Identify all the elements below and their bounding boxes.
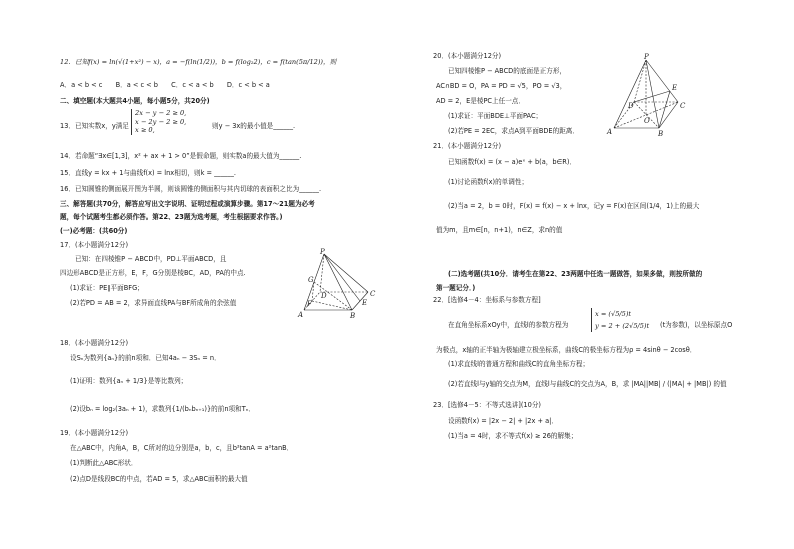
question-20-line-3: AD = 2，E是棱PC上任一点． (436, 97, 525, 105)
question-21-part-1: (1)讨论函数f(x)的单调性； (448, 178, 529, 186)
question-21-line-1: 已知函数f(x) = (x − a)eˣ + b(a，b∈R)． (448, 158, 577, 166)
question-13-system (131, 109, 210, 135)
constraint-1: 2x − y − 2 ≥ 0, (135, 109, 187, 117)
question-18-part-1: (1)证明：数列{aₙ + 1/3}是等比数列； (70, 377, 188, 385)
question-17-part-1: (1)求证：PE∥平面BFG； (70, 284, 144, 292)
fig20-label-o: O (644, 117, 650, 125)
question-22-line-1b: (t为参数)，以坐标原点O (660, 321, 733, 329)
question-23-header: 23．[选修4－5：不等式选讲](10分) (433, 401, 541, 409)
question-22-part-2: (2)若直线l与y轴的交点为M，直线l与曲线C的交点为A，B，求 |MA||MB| / (|MA| + |MB|) 的值 (448, 380, 727, 388)
fig17-label-p: P (320, 248, 325, 256)
fig17-label-e: E (362, 299, 368, 307)
question-12: 12．已知f(x) = ln(√(1+x²) − x)，a = −f(ln(1/2))，b = f(log₂2)，c = f(tan(5π/12))，则 (60, 58, 337, 66)
question-21-line-3: 值为m，且m∈[n，n+1)，n∈Z，求n的值 (436, 226, 563, 234)
fig17-label-f: F (307, 300, 312, 308)
question-16: 16．已知圆锥的侧面展开图为半圆，则该圆锥的侧面积与其内切球的表面积之比为______. (60, 185, 322, 193)
question-17-line-1: 已知：在四棱锥P − ABCD中，PD⊥平面ABCD，且 (75, 255, 227, 263)
question-12-options: A．a < b < c B．a < c < b C．c < a < b D．c < b < a (60, 81, 270, 89)
question-23-line-1: 设函数f(x) = |2x − 2| + |2x + a|． (448, 417, 558, 425)
optional-heading-1: (二)选考题(共10分．请考生在第22、23两题中任选一题做答，如果多做，则按所做的 (448, 270, 703, 278)
question-20-line-2: AC∩BD = O，PA = PD = √5，PO = √3， (436, 82, 567, 90)
fig17-label-a: A (298, 311, 304, 319)
optional-heading-2: 第一题记分．) (436, 284, 476, 292)
question-18-line-1: 设Sₙ为数列{aₙ}的前n项和．已知4aₙ − 3Sₙ = n． (70, 354, 221, 362)
pyramid-figure-q20 (604, 52, 690, 138)
question-22-header: 22．[选修4－4：坐标系与参数方程] (433, 296, 541, 304)
fig17-label-g: G (308, 276, 314, 284)
pyramid-figure-q17 (296, 248, 381, 320)
question-15: 15．直线y = kx + 1与曲线f(x) = lnx相切，则k = ______. (60, 169, 236, 177)
param-x: x = (√5/5)t (595, 310, 632, 318)
fig17-label-b: B (350, 312, 356, 320)
section-solution-heading-2: 题，每个试题考生都必须作答。第22、23题为选考题，考生根据要求作答。) (60, 213, 283, 221)
question-19-part-2: (2)点D是线段BC的中点，若AD = 5，求△ABC面积的最大值 (70, 475, 248, 483)
question-22-system (591, 308, 649, 332)
fig20-label-e: E (672, 84, 678, 92)
question-21-header: 21．(本小题满分12分) (433, 142, 502, 150)
constraint-2: x − 2y − 2 ≥ 0, (135, 117, 187, 126)
section-solution-heading-1: 三、解答题(共70分，解答应写出文字说明、证明过程或演算步骤。第17～21题为必考 (60, 200, 315, 208)
required-questions-heading: (一)必考题：(共60分) (60, 227, 128, 235)
fig17-label-c: C (370, 290, 376, 298)
param-y: y = 2 + (2√5/5)t (595, 322, 650, 330)
section-fill-blank-heading: 二、填空题(本大题共4小题，每小题5分，共20分) (60, 97, 210, 105)
fig17-label-d: D (321, 292, 327, 300)
question-18-header: 18．(本小题满分12分) (60, 339, 129, 347)
question-17-line-2: 四边形ABCD是正方形，E，F，G分别是棱BC，AD，PA的中点. (60, 269, 246, 277)
question-20-line-1: 已知四棱锥P − ABCD的底面是正方形， (448, 67, 567, 75)
question-19-header: 19．(本小题满分12分) (60, 429, 129, 437)
question-19-part-1: (1)判断此△ABC形状． (70, 459, 138, 467)
fig20-label-p: P (644, 53, 649, 61)
question-22-part-1: (1)求直线l的普通方程和曲线C的直角坐标方程； (448, 360, 590, 368)
question-20-header: 20．(本小题满分12分) (433, 52, 502, 60)
question-23-part-1: (1)当a = 4时，求不等式f(x) ≥ 26的解集； (448, 432, 578, 440)
fig20-label-d: D (628, 102, 634, 110)
question-17-header: 17．(本小题满分12分) (60, 241, 129, 249)
question-18-part-2: (2)设bₙ = log₂(3aₙ + 1)，求数列{1/(bₙbₙ₊₁)}的前n项和Tₙ． (70, 405, 255, 413)
question-22-line-1: 在直角坐标系xOy中，直线l的参数方程为 (448, 321, 569, 329)
question-20-part-2: (2)若PE = 2EC，求点A到平面BDE的距离． (448, 127, 579, 135)
fig20-label-c: C (680, 102, 686, 110)
question-14: 14．若命题“∃x∈[1,3]，x² + ax + 1 > 0”是假命题，则实数a的最大值为______. (60, 152, 302, 160)
question-13-label: 13．已知实数x，y满足 (60, 122, 129, 130)
question-22-line-2: 为极点，x轴的正半轴为极轴建立极坐标系，曲线C的极坐标方程为ρ = 4sinθ − 2cosθ． (436, 346, 697, 354)
question-19-line-1: 在△ABC中，内角A，B，C所对的边分别是a，b，c，且b²tanA = a²tanB． (70, 444, 294, 452)
question-13-ask: 则y − 3x的最小值是______. (212, 122, 296, 130)
fig20-label-a: A (607, 128, 613, 136)
question-21-part-2: (2)当a = 2，b = 0时，F(x) = f(x) − x + lnx，记y = F(x)在区间(1/4，1)上的最大 (448, 202, 700, 210)
fig20-label-b: B (658, 130, 664, 138)
question-20-part-1: (1)求证：平面BDE⊥平面PAC； (448, 112, 543, 120)
constraint-3: x ≥ 0, (135, 126, 155, 134)
question-17-part-2: (2)若PD = AB = 2，求异面直线PA与BF所成角的余弦值 (70, 299, 237, 307)
